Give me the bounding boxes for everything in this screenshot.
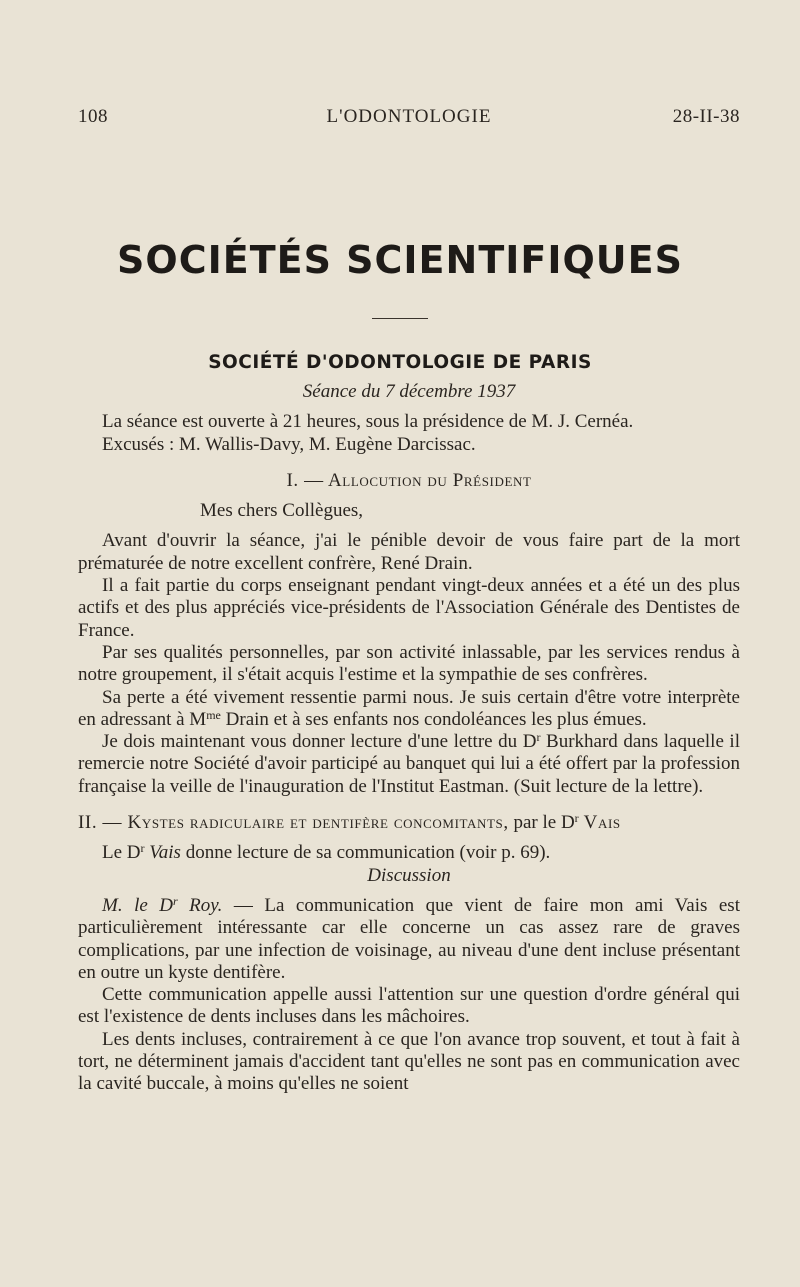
- paragraph: Sa perte a été vivement ressentie parmi nous. Je suis certain d'être votre interprète en adressant à $M^{me}$ Drain et à ses enfants nos condoléances les plus émues.: [78, 686, 740, 730]
- seance-date: Séance du 7 décembre 1937: [302, 381, 516, 402]
- section-heading-allocution: I. — Allocution du Président: [286, 469, 532, 491]
- journal-title: L'ODONTOLOGIE: [326, 106, 492, 127]
- excuses-line: Excusés : M. Wallis-Davy, M. Eugène Darcissac.: [102, 433, 476, 455]
- discussion-heading: Discussion: [367, 864, 451, 886]
- paragraph: Par ses qualités personnelles, par son activité inlassable, par les services rendus à notre groupement, il s'était acquis l'estime et la sympathie de ses confrères.: [78, 641, 740, 686]
- paragraph: Cette communication appelle aussi l'attention sur une question d'ordre général qui est l'existence de dents incluses dans les mâchoires.: [78, 984, 740, 1028]
- page-title: SOCIÉTÉS SCIENTIFIQUES: [117, 238, 683, 282]
- society-heading: SOCIÉTÉ D'ODONTOLOGIE DE PARIS: [208, 352, 592, 373]
- issue-date: 28-II-38: [672, 106, 740, 127]
- page-number: 108: [78, 106, 108, 127]
- opening-line: La séance est ouverte à 21 heures, sous la présidence de M. J. Cernéa.: [102, 411, 634, 433]
- section-heading-kystes: II. — Kystes radiculaire et dentifère concomitants, par le $D^r$ Vais: [78, 811, 621, 834]
- article-body: [78, 381, 740, 1096]
- salutation: Mes chers Collègues,: [200, 500, 364, 522]
- title-divider: [372, 318, 428, 319]
- paragraph: Le $D^r$ Vais donne lecture de sa communication (voir p. 69).: [102, 841, 551, 864]
- paragraph: Avant d'ouvrir la séance, j'ai le pénible devoir de vous faire part de la mort prématurée de notre excellent confrère, René Drain.: [78, 530, 740, 574]
- paragraph: Il a fait partie du corps enseignant pendant vingt-deux années et a été un des plus actifs et des plus appréciés vice-présidents de l'Association Générale des Dentistes de France.: [78, 575, 740, 641]
- paragraph: M. le $D^r$ Roy. — La communication que vient de faire mon ami Vais est particulièrement intéressante car elle concerne un cas assez rare de graves complications, par une infection de voisinage, au niveau d'une dent incluse présentant en outre un kyste dentifère.: [78, 893, 740, 983]
- paragraph: Les dents incluses, contrairement à ce que l'on avance trop souvent, et tout à fait à tort, ne déterminent jamais d'accident tant qu'elles ne sont pas en communication avec la cavité buccale, à moins qu'elles ne soient: [78, 1028, 740, 1095]
- paragraph: Je dois maintenant vous donner lecture d'une lettre du $D^r$ Burkhard dans laquelle il remercie notre Société d'avoir participé au banquet qui lui a été offert par la profession française la veille de l'inauguration de l'Institut Eastman. (Suit lecture de la lettre).: [78, 730, 740, 797]
- running-head: [78, 106, 740, 136]
